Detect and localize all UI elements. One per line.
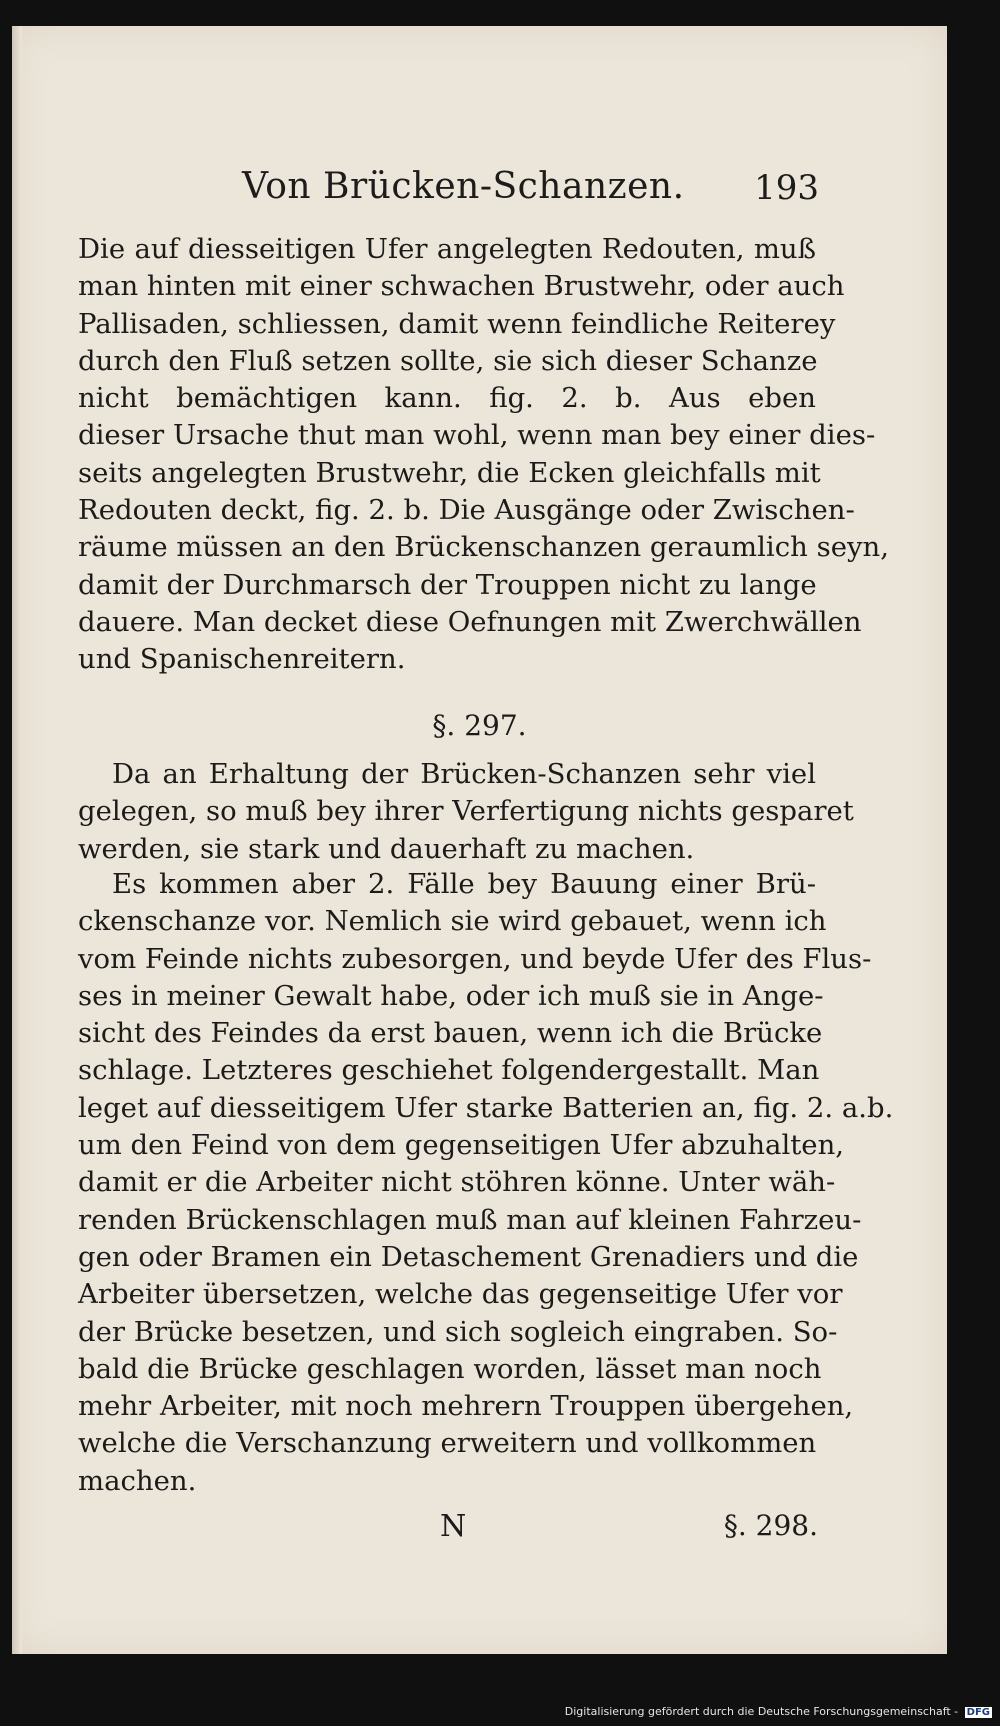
paragraph-2	[78, 756, 854, 868]
text-line: Arbeiter übersetzen, welche das gegenseitige Ufer vor	[78, 1278, 843, 1311]
text-line: Redouten deckt, fig. 2. b. Die Ausgänge oder Zwischen-	[78, 494, 855, 527]
text-line: bald die Brücke geschlagen worden, lässet man noch	[78, 1352, 822, 1385]
page-header	[242, 166, 819, 216]
text-line: nicht bemächtigen kann. fig. 2. b. Aus eben	[78, 382, 816, 415]
text-line: Da an Erhaltung der Brücken-Schanzen sehr viel	[112, 758, 816, 790]
text-line: Es kommen aber 2. Fälle bey Bauung einer Brü-	[112, 868, 816, 900]
text-line: leget auf diesseitigem Ufer starke Batterien an, fig. 2. a.b.	[78, 1091, 894, 1124]
digitization-credit	[565, 1705, 992, 1718]
text-line: und Spanischenreitern.	[78, 643, 406, 676]
text-line: ses in meiner Gewalt habe, oder ich muß sie in Ange-	[78, 979, 824, 1012]
text-line: man hinten mit einer schwachen Brustwehr, oder auch	[78, 270, 845, 303]
text-line: schlage. Letzteres geschiehet folgendergestallt. Man	[78, 1054, 820, 1087]
catchword: §. 298.	[723, 1509, 818, 1542]
text-line: räume müssen an den Brückenschanzen geraumlich seyn,	[78, 531, 889, 564]
text-line: seits angelegten Brustwehr, die Ecken gleichfalls mit	[78, 456, 821, 489]
running-title: Von Brücken-Schanzen.	[242, 166, 685, 207]
text-line: gen oder Bramen ein Detaschement Grenadiers und die	[78, 1240, 859, 1273]
text-line: vom Feinde nichts zubesorgen, und beyde Ufer des Flus-	[78, 942, 872, 975]
text-line: ckenschanze vor. Nemlich sie wird gebauet, wenn ich	[78, 905, 827, 938]
text-line: renden Brückenschlagen muß man auf kleinen Fahrzeu-	[78, 1203, 862, 1236]
text-line: damit der Durchmarsch der Trouppen nicht zu lange	[78, 568, 817, 601]
text-line: um den Feind von dem gegenseitigen Ufer abzuhalten,	[78, 1129, 845, 1162]
credit-text: Digitalisierung gefördert durch die Deutsche Forschungsgemeinschaft -	[564, 1705, 959, 1718]
signature-mark: N	[440, 1509, 467, 1544]
text-line: sicht des Feindes da erst bauen, wenn ich die Brücke	[78, 1017, 823, 1050]
text-line: gelegen, so muß bey ihrer Verfertigung nichts gesparet	[78, 795, 854, 828]
text-line: durch den Fluß setzen sollte, sie sich dieser Schanze	[78, 344, 818, 377]
text-line: dauere. Man decket diese Oefnungen mit Zwerchwällen	[78, 605, 862, 638]
text-line: Die auf diesseitigen Ufer angelegten Redouten, muß	[78, 233, 816, 265]
dfg-logo: DFG	[966, 1706, 990, 1718]
text-line: Pallisaden, schliessen, damit wenn feindliche Reiterey	[78, 307, 836, 340]
text-line: damit er die Arbeiter nicht stöhren könne. Unter wäh-	[78, 1166, 836, 1199]
page-footer	[78, 1509, 818, 1549]
section-heading: §. 297.	[432, 709, 527, 742]
text-line: dieser Ursache thut man wohl, wenn man bey einer dies-	[78, 419, 876, 452]
page-gutter	[12, 26, 22, 1654]
text-line: der Brücke besetzen, und sich sogleich eingraben. So-	[78, 1315, 838, 1348]
text-line: werden, sie stark und dauerhaft zu machen.	[78, 832, 695, 865]
text-line: mehr Arbeiter, mit noch mehrern Trouppen übergehen,	[78, 1390, 854, 1423]
text-line: welche die Verschanzung erweitern und vollkommen	[78, 1427, 817, 1460]
paragraph-1	[78, 231, 889, 679]
page-number: 193	[754, 168, 819, 208]
book-page	[12, 26, 947, 1654]
paragraph-3	[78, 866, 894, 1500]
text-line: machen.	[78, 1464, 197, 1497]
